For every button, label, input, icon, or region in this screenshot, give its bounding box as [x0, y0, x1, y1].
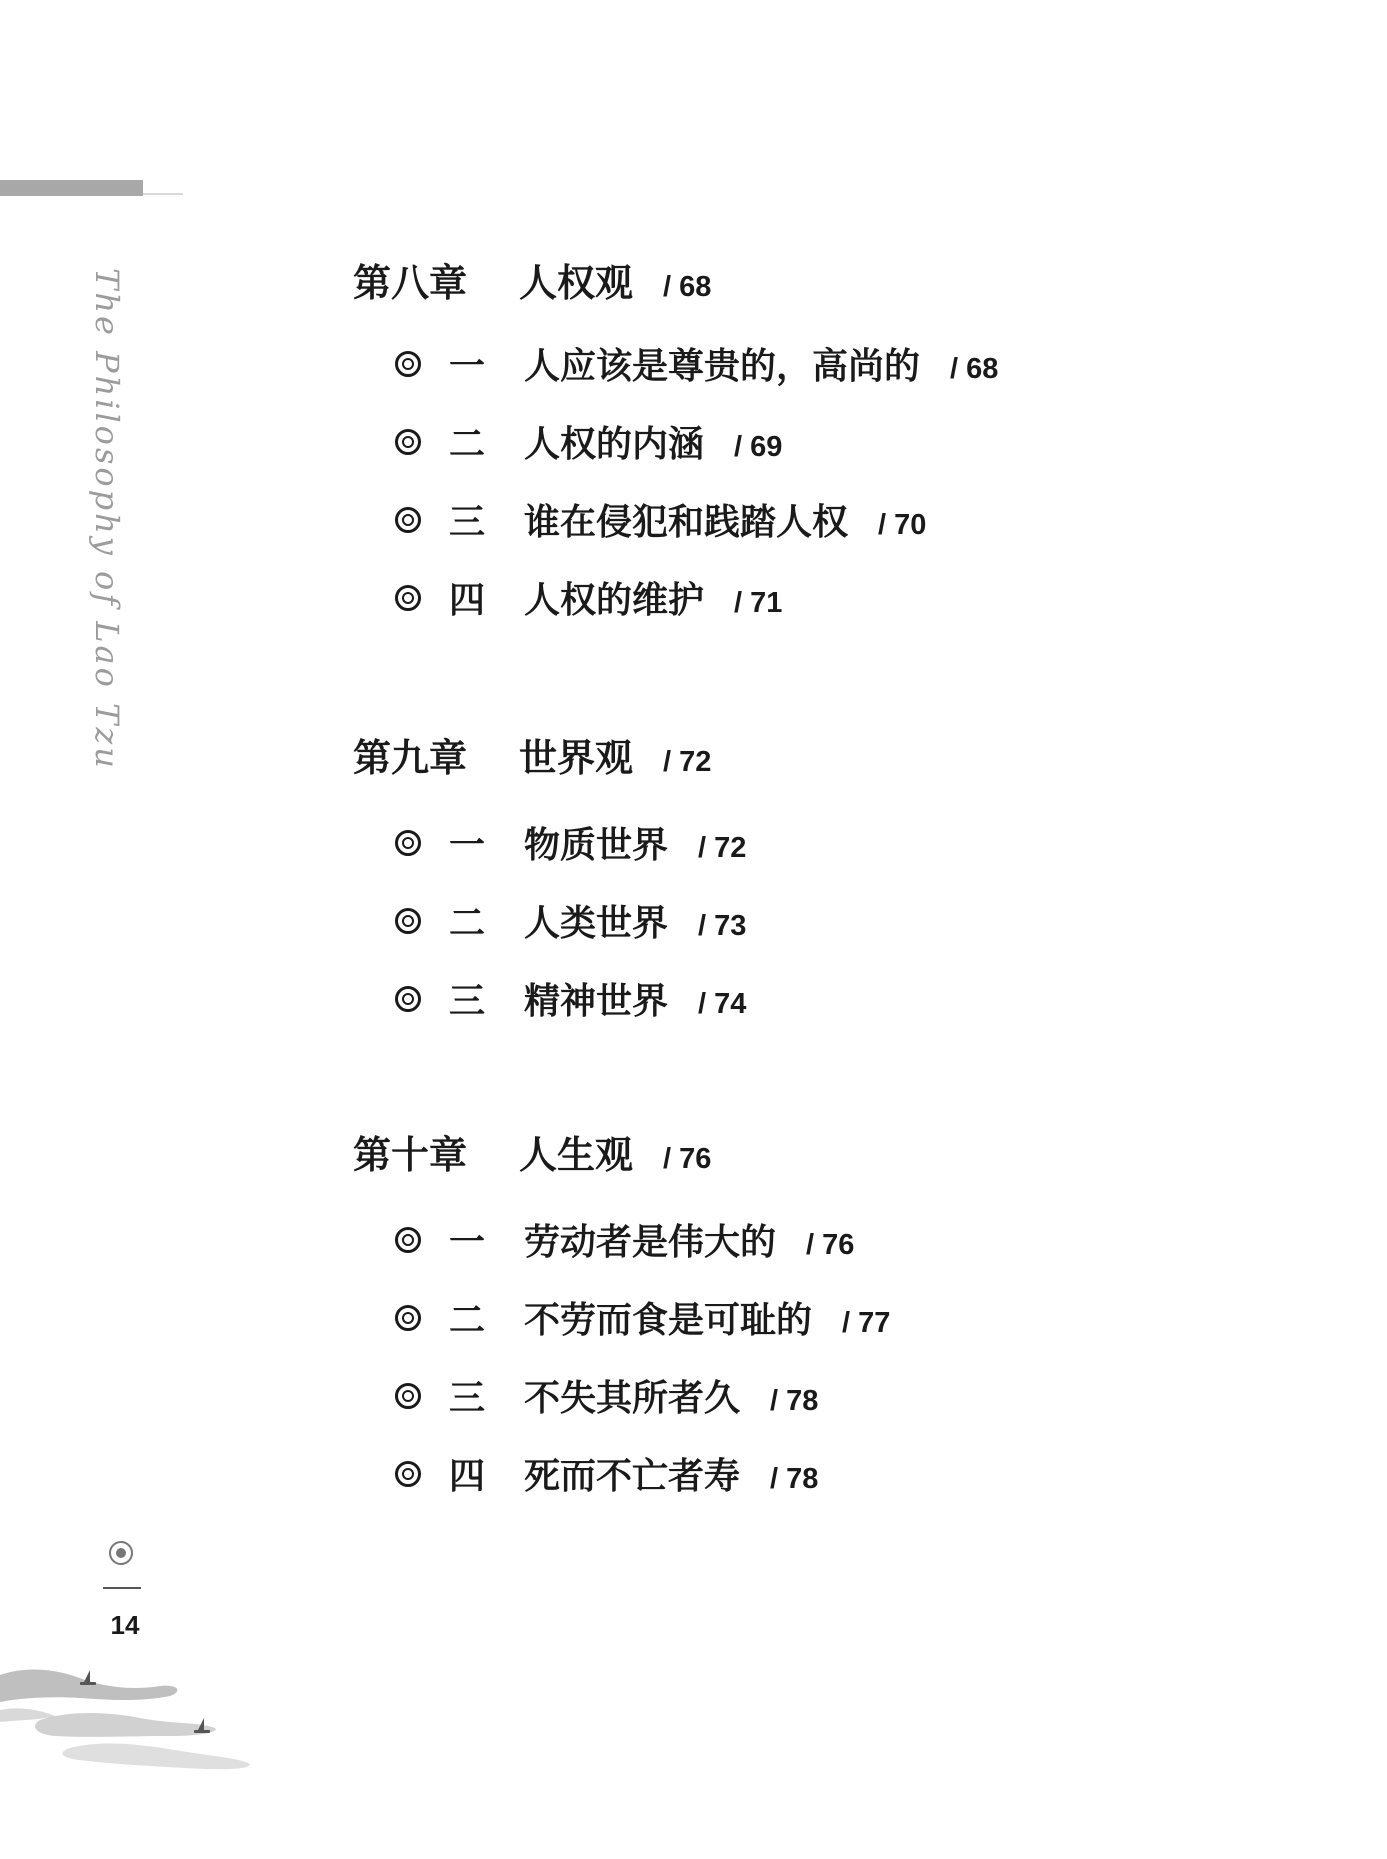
- page-reference: / 68: [950, 353, 999, 385]
- page-reference: / 72: [663, 746, 712, 778]
- footer-divider: [103, 1587, 141, 1589]
- section-entry[interactable]: [395, 416, 782, 467]
- double-circle-bullet-icon: [395, 1461, 421, 1487]
- page-reference: / 74: [698, 988, 747, 1020]
- section-entry[interactable]: [395, 572, 782, 623]
- double-circle-bullet-icon: [395, 585, 421, 611]
- section-number: 四: [449, 1455, 486, 1497]
- section-title: 精神世界: [524, 980, 669, 1022]
- section-number: 二: [449, 902, 486, 944]
- chapter-title: 人生观: [519, 1132, 634, 1177]
- section-title: 不失其所者久: [524, 1377, 741, 1419]
- page-reference: / 73: [698, 910, 747, 942]
- section-title: 死而不亡者寿: [524, 1455, 741, 1497]
- section-entry[interactable]: [395, 494, 926, 545]
- double-circle-bullet-icon: [395, 986, 421, 1012]
- chapter-title: 世界观: [519, 735, 634, 780]
- section-entry[interactable]: [395, 1214, 854, 1265]
- section-title: 不劳而食是可耻的: [524, 1299, 813, 1341]
- page-reference: / 77: [842, 1307, 891, 1339]
- section-entry[interactable]: [395, 817, 746, 868]
- section-number: 一: [449, 1221, 486, 1263]
- section-entry[interactable]: [395, 1370, 818, 1421]
- page-reference: / 70: [878, 509, 927, 541]
- section-title: 人权的内涵: [524, 423, 705, 465]
- section-entry[interactable]: [395, 338, 998, 389]
- section-title: 人应该是尊贵的，高尚的: [524, 345, 921, 387]
- double-circle-bullet-icon: [395, 830, 421, 856]
- section-entry[interactable]: [395, 1292, 890, 1343]
- page-reference: / 68: [663, 271, 712, 303]
- section-number: 三: [449, 501, 486, 543]
- section-entry[interactable]: [395, 973, 746, 1024]
- double-circle-bullet-icon: [395, 908, 421, 934]
- page-reference: / 76: [663, 1143, 712, 1175]
- section-title: 物质世界: [524, 824, 669, 866]
- page-reference: / 71: [734, 587, 783, 619]
- chapter-heading[interactable]: [353, 252, 711, 307]
- section-number: 二: [449, 423, 486, 465]
- section-title: 人类世界: [524, 902, 669, 944]
- chapter-heading[interactable]: [353, 727, 711, 782]
- chapter-label: 第八章: [353, 260, 468, 305]
- double-circle-bullet-icon: [395, 429, 421, 455]
- page-reference: / 76: [806, 1229, 855, 1261]
- running-title: The Philosophy of Lao Tzu: [88, 268, 126, 771]
- double-circle-bullet-icon: [395, 351, 421, 377]
- section-number: 一: [449, 824, 486, 866]
- section-title: 劳动者是伟大的: [524, 1221, 777, 1263]
- chapter-heading[interactable]: [353, 1124, 711, 1179]
- double-circle-bullet-icon: [395, 507, 421, 533]
- double-circle-bullet-icon: [395, 1305, 421, 1331]
- page-reference: / 69: [734, 431, 783, 463]
- chapter-label: 第九章: [353, 735, 468, 780]
- section-number: 一: [449, 345, 486, 387]
- page-reference: / 78: [770, 1385, 819, 1417]
- double-circle-bullet-icon: [395, 1227, 421, 1253]
- section-entry[interactable]: [395, 1448, 818, 1499]
- section-number: 三: [449, 1377, 486, 1419]
- page-reference: / 78: [770, 1463, 819, 1495]
- section-title: 谁在侵犯和践踏人权: [524, 501, 849, 543]
- section-number: 二: [449, 1299, 486, 1341]
- section-title: 人权的维护: [524, 579, 705, 621]
- section-entry[interactable]: [395, 895, 746, 946]
- section-number: 四: [449, 579, 486, 621]
- chapter-label: 第十章: [353, 1132, 468, 1177]
- double-circle-bullet-icon: [395, 1383, 421, 1409]
- page-reference: / 72: [698, 832, 747, 864]
- section-number: 三: [449, 980, 486, 1022]
- page-number: 14: [110, 1610, 140, 1640]
- chapter-title: 人权观: [519, 260, 634, 305]
- ink-landscape-illustration: [0, 1640, 260, 1790]
- footer-circle-ornament-icon: [109, 1541, 133, 1565]
